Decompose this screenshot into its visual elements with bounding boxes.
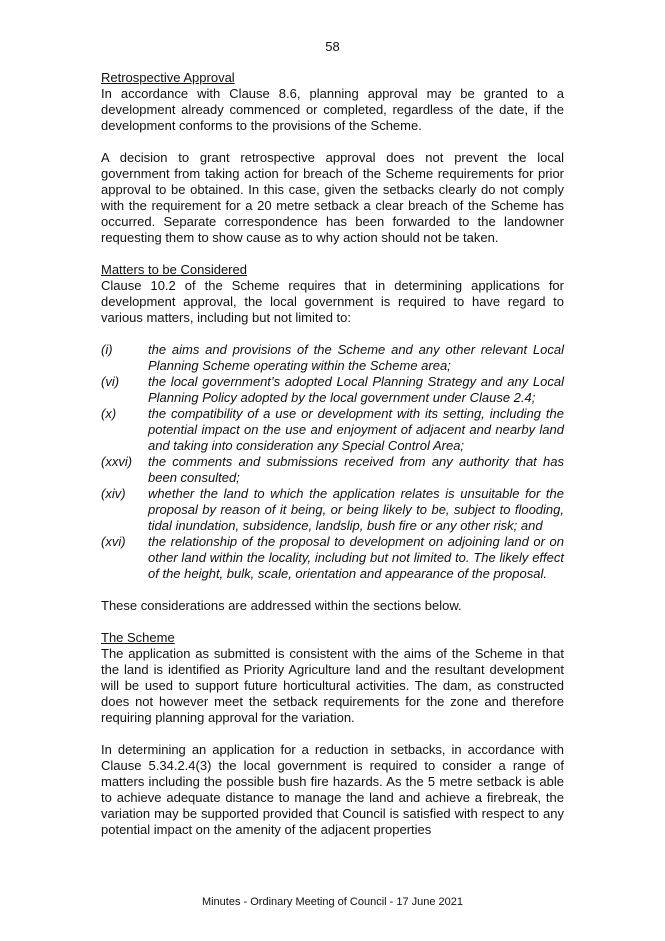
paragraph: In accordance with Clause 8.6, planning approval may be granted to a development already commenced or completed, regardless of the date, if the development conforms to the provisions of the Scheme. <box>101 86 564 133</box>
clause-number: (vi) <box>101 374 120 389</box>
section-heading: Matters to be Considered <box>101 262 247 277</box>
section-heading: The Scheme <box>101 630 175 645</box>
section-retrospective-approval <box>101 70 564 246</box>
clause-text: whether the land to which the application relates is unsuitable for the proposal by reason of it being, or being likely to be, subject to flooding, tidal inundation, subsidence, landslip, bush fire or any other risk; and <box>148 486 564 533</box>
paragraph: Clause 10.2 of the Scheme requires that in determining applications for development approval, the local government is required to have regard to various matters, including but not limited to: <box>101 278 564 325</box>
list-item <box>101 374 564 406</box>
clause-number: (x) <box>101 406 117 421</box>
list-item <box>101 486 564 534</box>
list-item <box>101 342 564 374</box>
list-item <box>101 406 564 454</box>
list-item <box>101 534 564 582</box>
section-matters-to-be-considered <box>101 262 564 614</box>
paragraph: A decision to grant retrospective approval does not prevent the local government from taking action for breach of the Scheme requirements for prior approval to be obtained. In this case, given the setbacks clearly do not comply with the requirement for a 20 metre setback a clear breach of the Scheme has occurred. Separate correspondence has been forwarded to the landowner requesting them to show cause as to why action should not be taken. <box>101 150 564 245</box>
list-item <box>101 454 564 486</box>
clause-list <box>101 342 564 582</box>
clause-number: (i) <box>101 342 113 357</box>
clause-number: (xxvi) <box>101 454 133 469</box>
section-the-scheme <box>101 630 564 838</box>
document-body <box>101 70 564 838</box>
clause-text: the compatibility of a use or development with its setting, including the potential impact on the use and enjoyment of adjacent and nearby land and taking into consideration any Special Control Area; <box>148 406 564 453</box>
clause-text: the local government’s adopted Local Planning Strategy and any Local Planning Policy adopted by the local government under Clause 2.4; <box>148 374 564 405</box>
paragraph: The application as submitted is consistent with the aims of the Scheme in that the land is identified as Priority Agriculture land and the resultant development will be used to support future horticultural activities. The dam, as constructed does not however meet the setback requirements for the zone and therefore requiring planning approval for the variation. <box>101 646 564 725</box>
clause-text: the comments and submissions received from any authority that has been consulted; <box>148 454 564 485</box>
page-footer: Minutes - Ordinary Meeting of Council - 17 June 2021 <box>201 896 464 908</box>
clause-number: (xvi) <box>101 534 126 549</box>
clause-text: the aims and provisions of the Scheme and any other relevant Local Planning Scheme operating within the Scheme area; <box>148 342 564 373</box>
page-number: 58 <box>325 39 340 54</box>
section-heading: Retrospective Approval <box>101 70 235 85</box>
paragraph: These considerations are addressed within the sections below. <box>101 598 462 613</box>
clause-text: the relationship of the proposal to development on adjoining land or on other land within the locality, including but not limited to. The likely effect of the height, bulk, scale, orientation and appearance of the proposal. <box>148 534 564 581</box>
paragraph: In determining an application for a reduction in setbacks, in accordance with Clause 5.34.2.4(3) the local government is required to consider a range of matters including the possible bush fire hazards. As the 5 metre setback is able to achieve adequate distance to manage the land and achieve a firebreak, the variation may be supported provided that Council is satisfied with respect to any potential impact on the amenity of the adjacent properties <box>101 742 564 837</box>
clause-number: (xiv) <box>101 486 126 501</box>
